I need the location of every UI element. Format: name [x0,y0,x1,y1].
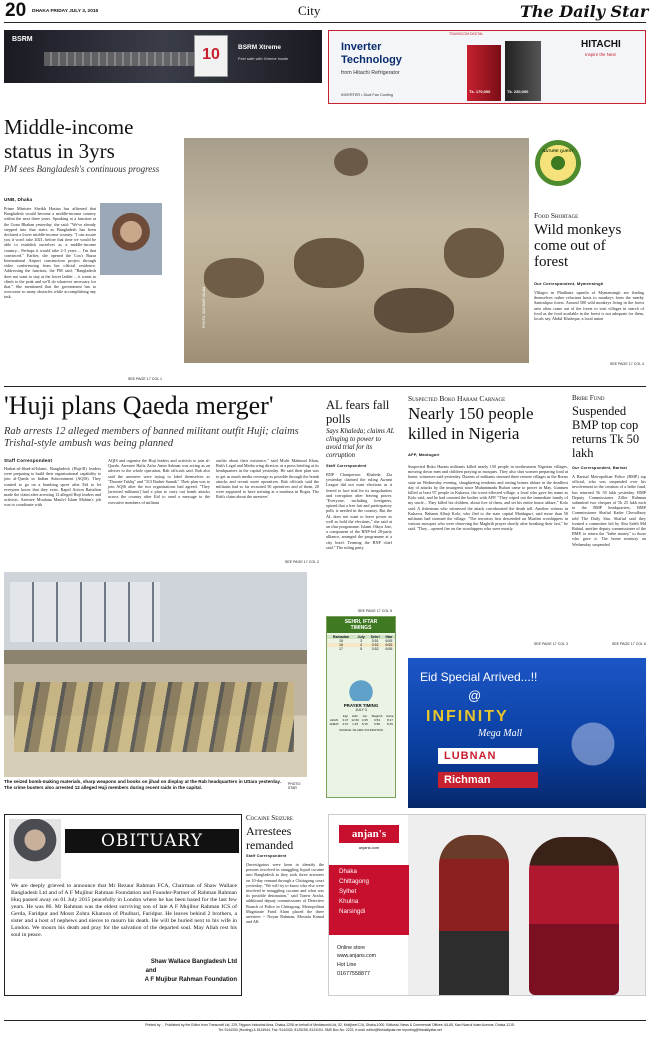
anjans-city: Khulna [339,898,359,905]
huji-headline: 'Huji plans Qaeda merger' [4,391,274,420]
obituary-title: OBITUARY [100,831,204,851]
monkeys-see-page: SEE PAGE 17 COL 4 [609,362,644,366]
iftar-cell: 5 [360,647,363,651]
obituary-body: We are deeply grieved to announce that Mr Rezaur Rahman FCA, Chairman of Shaw Wallace Bangladesh Ltd and of A F Mujibur Rahman Foundation and Founder-Partner of Rahman Rahman Huq passed away on 01 July 2015 peacefully in London where he has been based for the last few years. He was 86. Mr Rahman was the eldest surviving son of late A F Mujibur Rahman ICS of Gerda, Faridpur and Mosst Zohra Khatoon of Phulbari, Faridpur. He leaves behind 2 brothers, a sister and a host of nephews and nieces to mourn his death. He will be buried next to his wife in London. We mourn his death and pray for the salvation of the departed soul. May Allah rest his soul in peace. [11,883,237,938]
anjans-city: Sylhet [339,888,357,895]
bsrm-product: BSRM Xtreme [238,44,281,51]
monkey-silhouette [294,238,364,288]
anjans-url: anjans.com [358,845,380,850]
boko-headline: Nearly 150 people killed in Nigeria [408,404,534,443]
al-see-page: SEE PAGE 17 COL 5 [357,609,392,613]
prayer-cell: 8:17 [387,718,393,722]
infinity-ad[interactable] [408,658,646,808]
huji-see-page: SEE PAGE 17 COL 2 [284,560,319,564]
pm-photo [100,203,162,275]
wanted-posters-board [10,582,160,642]
boko-body: Suspected Boko Haram militants killed nearly 150 people in northeastern Nigerian villages, mowing down men and children praying in mosques. They also shot women preparing food at home, witnesses said yesterday. Dozens of militants stormed three remote villages in the Borno state on Wednesday evening, slaughtering residents and setting homes ablaze in the deadliest day of attacks by the insurgents since Muhammadu Buhari came to power in May. Gunmen killed at least 97 people in Kukawa, the worst-affected village, a local who gave his name as Kolo said, and he had counted the bodies with AFP. "They wiped out the immediate family of my uncle... They killed his children, about five of them, and set his entire house ablaze," Kolo said. A fisherman who witnessed the attack corroborated the death toll. Another witness in Kukawa, Babami Alhaji Kolo, who fled to the state capital Maiduguri, said more than 50 militants had stormed the village. "The terrorists first descended on Muslim worshippers in various mosques who were observing the Maghrib prayer shortly after breaking their fast," he said. "They... opened fire on the worshippers who were mostly [408,464,568,532]
al-body: BNP Chairperson Khaleda Zia yesterday claimed the ruling Awami League did not want elections as it feared to face trial for its irregularities and corruption after leaving power. "Everyone, including foreigners, opined that a free fair and participatory polls is needed in the country. But the AL does not want to leave power as well as hold the elections," she said at an iftar programme. Islami Oikya Jote, a component of the BNP-led 20-party alliance, arranged the programme at a city hotel. Terming the BNP chief said." The ruling party [326,472,392,550]
cocaine-kicker: Cocaine Seizure [246,814,293,822]
prayer-date: JULY 3 [355,708,367,712]
prayer-title: PRAYER TIMING [343,703,379,708]
huji-subhead: Rab arrests 12 alleged members of banned militant outfit Huji; claims Trishal-style ambush was being planned [4,426,299,449]
page-header [0,0,650,22]
bsrm-ad[interactable] [4,30,322,83]
obituary-signoff-3: A F Mujibur Rahman Foundation [144,977,237,983]
lubnan-logo: LUBNAN [438,748,538,764]
bsrm-badge [194,35,228,77]
seized-materials-photo [4,572,307,777]
hitachi-title-1: Inverter [341,41,382,53]
iftar-header: Sehri [370,635,380,639]
bmp-body: A Barisal Metropolitan Police (BMP) top official, who was suspended over his involvement in the creation of a bribe fund, has returned Tk 50 lakh yesterday. BMP Deputy Commissioner Ziller Rahman submitted two cheques of Tk 25 lakh each to the BMP headquarters, BMP Commissioner Shafiul Kader Chowdhury told The Daily Star. Shafiul said they formed a committee led by Abu Saleh Md Rabiul, another deputy commissioner of the BMP, to return the "bribe money" to those who gave it. The home ministry on Wednesday suspended [572,474,646,547]
obituary-portrait [9,819,61,879]
masthead-logo: The Daily Star [520,2,649,21]
infinity-mall: Mega Mall [478,728,523,739]
bmp-byline: Our Correspondent, Barisal [572,466,627,470]
anjans-ad[interactable] [328,814,646,996]
section-rule [4,386,646,387]
iftar-title-2: TIMINGS [327,625,395,633]
anjans-hotline: 01677558877 [337,971,370,977]
bsrm-tagline: Feel safe with Xtreme inside [238,56,289,61]
price-2: Tk. 230,000 [507,89,529,94]
footer-imprint: Printed by ... Published by the Editor from Transcraft Ltd, 229, Tejgaon Industrial Area, Dhaka-1208 on behalf of Mediaworld Ltd, 52, Motijheel C/A, Dhaka-1000. Editorial, News & Commercial Offices: 64-65, Kazi Nazrul Islam Avenue, Dhaka-1215. [145,1023,515,1027]
obituary-signoff-1: Shaw Wallace Bangladesh Ltd [150,959,237,965]
hitachi-logo: HITACHI [581,39,621,50]
anjans-city-strip [329,865,409,935]
prayer-cell: AZAN [330,718,339,722]
prayer-source: SOURCE: ISLAMIC FOUNDATION [339,728,383,732]
bsrm-steel-bars [44,52,204,66]
nature-quest-label: NATURE QUEST [542,148,574,153]
monkey-silhouette [444,228,504,278]
iftar-header: Ramadan [332,635,350,639]
dateline: DHAKA FRIDAY JULY 3, 2015 [32,9,99,14]
iftar-cell: 15 [338,639,343,643]
prayer-cell: 8:45 [387,722,393,726]
iftar-cell: 3 [360,639,363,643]
obituary-signoff-2: and [145,968,157,974]
prayer-header: Asr [362,714,368,718]
tree-icon [551,156,565,170]
prayer-cell: 3:47 [342,718,349,722]
cocaine-byline: Staff Correspondent [246,854,287,858]
al-subhead: Says Khaleda; claims AL clinging to power to avoid trial for its corruption [326,428,395,459]
mi-headline-1: Middle-income [4,115,134,139]
bsrm-logo: BSRM [12,36,33,43]
mosque-icon [346,671,376,701]
prayer-cell: 1:15 [352,722,358,726]
iftar-cell: 16 [338,643,343,647]
infinity-line1: Eid Special Arrived...!! [420,670,538,684]
anjans-logo: anjan's [339,825,399,843]
prayer-cell: 4:45 [361,718,368,722]
iftar-row [327,647,395,651]
anjans-city: Narsingdi [339,908,366,915]
hitachi-footer: INVERTER • Dual Fan Cooling [341,93,393,97]
monkeys-photo [184,138,529,363]
hitachi-ad[interactable] [328,30,646,104]
prayer-cell: 12:30 [351,718,359,722]
iftar-cell: 4 [360,643,363,647]
section-name: City [298,3,321,18]
prayer-cell: 4:07 [342,722,349,726]
prayer-cell: 6:54 [374,718,380,722]
transcom-strip: TRANSCOM DIGITAL [449,32,484,36]
anjans-city: Dhaka [339,868,357,875]
mi-subhead: PM sees Bangladesh's continuous progress [4,164,160,174]
al-headline: AL fears fall polls [326,398,390,426]
monkey-silhouette [374,288,454,333]
monkeys-kicker: Food Shortage [534,211,579,220]
huji-col-1: Harkat-ul-Jihad-al-Islami, Bangladesh (Huji-B) leaders were preparing to build their organisational capability to join al-Qaeda in Indian Subcontinent (AQIS). They wanted to go on a bombing spree after Eid to let everyone know that they exist. Rapid Action Battalion made the claim after arresting 12 alleged Huji leaders and activists. Arrestee Moulana Maulvi Islam Mahim's job was to coordinate with [4,466,101,508]
prayer-cell: 6:58 [374,722,380,726]
iftar-cell: 3:52 [371,643,379,647]
monkey-silhouette [334,148,368,176]
bmp-kicker: Bribe Fund [572,394,605,402]
hitachi-title-2: Technology [341,54,402,66]
mi-body: Prime Minister Sheikh Hasina has affirmed that Bangladesh would become a middle-income country within the next three years. Speaking at a function at the Gono Bhaban yesterday, she said: "We've already stepped into that stairs as Bangladesh has been declared a lower middle-income country. "I can assure you it won't take 2021, before that time we would be able to establish ourselves as a middle-income country... Perhaps it would take 2-3 years ... I'm that convinced." Earlier, she opened the Cox's Bazar International Airport construction project through video conferencing from her official residence. Addressing the function, the PM said, "Bangladesh does not want to stay at the lower ladder ... it wants to climb to the peak and we'll do whatever necessary for that." She mentioned that the government has to overcome so many obstacles while accomplishing any task. [4,206,96,300]
seized-items [14,682,294,752]
cocaine-body: [Investigators were keen to identify the persons involved in smuggling liquid cocaine into Bangladesh as they took three arrestees on 10-day remand through a Chittagong court yesterday. "We will try to know who else were involved in smuggling cocaine and what was its possible destination," said Tanvir Arafat, additional deputy commissioner of Detective Branch of Police in Chittagong. Metropolitan Magistrate Farid Alam placed the three arrestees -- Noyan Rahman, Mostafa Kamal and AK [246,862,324,925]
boko-see-page: SEE PAGE 17 COL 3 [533,642,568,646]
anjans-city: Chittagong [339,878,369,885]
infinity-at: @ [468,688,482,703]
obituary-box [4,814,242,996]
huji-col-3: outfits about their existence," said Mufti Mahmud Khan, Rab's Legal and Media wing director, at a press briefing at its headquarters in the capital yesterday. He said their plan was to get as much media coverage as possible through the bomb attacks and recruit more operatives. Rab officials said the militants had so far recruited 50 operatives and of them, 20 were supposed to have training at a madrasa in Bogra. The Rab's claim about the arrestees' [216,458,319,500]
huji-photo-caption: The seized bomb-making materials, sharp weapons and books on jihad on display at the Rab headquarters in Uttara yesterday. The crime busters also arrested 12 alleged Huji members during recent raids in the capital. [4,779,281,790]
iftar-cell: 3:51 [371,639,379,643]
monkeys-byline: Our Correspondent, Mymensingh [534,281,604,286]
footer-rule [4,1020,646,1021]
obituary-title-bar [65,829,239,853]
page-number: 20 [5,0,27,21]
hitachi-tag: Inspire the Next [585,52,616,57]
monkey-photo-credit: PHOTO: ANOWAR ISLAM [202,286,206,328]
bsrm-years: 10 [202,46,220,63]
prayer-table [327,714,395,726]
footer-contacts: Tel: 9144330 (Hunting) & 8124944, Fax: 9144332; 8125155; 8124154. SMS Box No: 2222, e-mail: editor@thedailystar.net reporting@thedailystar.net [218,1028,442,1032]
prayer-row [327,722,395,726]
monkeys-body: Villages in Phulbaria upazila of Mymensingh are finding themselves rather reluctant hosts to monkeys from the nearby Santoshpur forest. Around 500 wild monkeys living in the forest area often come out of the forest to visit villages in search of food as the food available in the forest is not adequate for them, locals say. Abdul Khaleque, a local union [534,290,644,322]
iftar-header: July [357,635,365,639]
price-1: Tk. 170,000 [469,89,491,94]
iftar-header: Iftar [385,635,393,639]
infinity-brand: INFINITY [426,708,509,725]
iftar-title-1: SEHRI, IFTAR [327,617,395,625]
anjans-online-url: www.anjans.com [337,953,376,959]
mi-headline-2: status in 3yrs [4,139,115,163]
mosque-silhouette [548,708,638,798]
monkeys-headline: Wild monkeys come out of forest [534,222,622,270]
iftar-cell: 6:55 [385,647,393,651]
mi-byline: UNB, Dhaka [4,197,33,202]
hitachi-sub: from Hitachi Refrigerator [341,70,400,76]
prayer-header: Esha [386,714,394,718]
bmp-see-page: SEE PAGE 17 COL 6 [611,642,646,646]
cocaine-headline: Arrestees remanded [246,824,294,852]
huji-col-2: AQIS and organise the Huji leaders and activists to join al-Qaeda. Arrestee Hafiz Zafar Amin Salman was acting as an adviser to the whole operation, Rab officials said. Rab also said the arrestees were trying to label themselves as "Dawate Tabliq" and "313 Badrer Saanik". Their plan was to join AQIS after the two organisations had agreed. "They [arrested militants] had a plan to carry out bomb attacks across the country after Eid to send a message to the executive members of militant [108,458,210,505]
anjans-online: Online store [337,945,365,951]
mi-see-page: SEE PAGE 17 COL 1 [127,377,162,381]
prayer-cell: JAMAT [329,722,339,726]
richman-logo: Richman [438,772,538,788]
monkey-silhouette [204,258,264,298]
prayer-header: Zohr [352,714,359,718]
prayer-cell: 5:15 [361,722,368,726]
huji-byline: Staff Correspondent [4,458,53,463]
prayer-header: Maghrib [371,714,383,718]
nature-quest-badge [535,140,581,186]
huji-photo-credit: PHOTO: STAR [288,782,301,790]
model-woman [529,837,619,995]
iftar-cell: 17 [338,647,343,651]
prayer-header: Fajr [342,714,348,718]
iftar-cell: 3:52 [371,647,379,651]
bmp-headline: Suspended BMP top cop returns Tk 50 lakh [572,404,640,460]
iftar-cell: 6:55 [385,643,393,647]
iftar-cell: 6:55 [385,639,393,643]
model-man [439,835,509,995]
boko-byline: AFP, Maiduguri [408,452,440,457]
iftar-table [327,635,395,651]
boko-kicker: Suspected Boko Haram Carnage [408,394,506,403]
iftar-box [326,616,396,798]
anjans-hotline-label: Hot Line [337,962,357,968]
header-rule [4,22,646,23]
al-byline: Staff Correspondent [326,464,367,468]
mi-body-wide [4,288,162,374]
